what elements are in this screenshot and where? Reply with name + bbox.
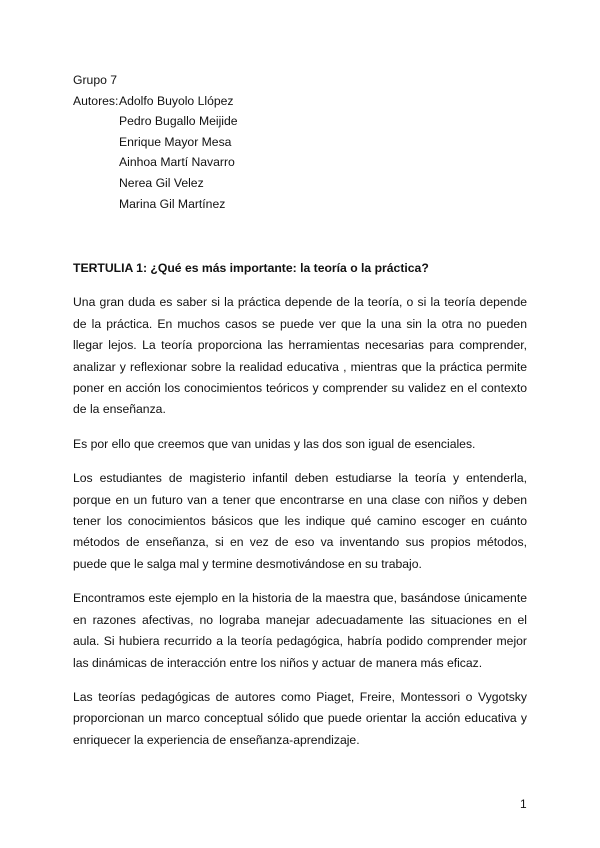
section-title: TERTULIA 1: ¿Qué es más importante: la teoría o la práctica? — [73, 261, 429, 275]
author-name: Pedro Bugallo Meijide — [119, 114, 238, 129]
author-name: Enrique Mayor Mesa — [119, 134, 232, 149]
paragraph: Los estudiantes de magisterio infantil deben estudiarse la teoría y entenderla, porque en un futuro van a tener que encontrarse en una clase con niños y deben tener los conocimientos básicos que les indique qué camino escoger en cuánto métodos de enseñanza, si en vez de eso va inventando sus propios métodos, puede que le salga mal y termine desmotivándose en su trabajo. — [73, 471, 527, 571]
document-body — [73, 258, 527, 764]
paragraph: Una gran duda es saber si la práctica depende de la teoría, o si la teoría depende de la práctica. En muchos casos se puede ver que la una sin la otra no pueden llegar lejos. La teoría proporciona las herramientas necesarias para comprender, analizar y reflexionar sobre la realidad educativa , mientras que la práctica permite poner en acción los conocimientos teóricos y comprender su validez en el contexto de la enseñanza. — [73, 295, 527, 417]
group-label: Grupo 7 — [73, 73, 118, 87]
author-name: Ainhoa Martí Navarro — [119, 155, 235, 170]
author-name: Marina Gil Martínez — [119, 196, 226, 211]
paragraph: Encontramos este ejemplo en la historia de la maestra que, basándose únicamente en razones afectivas, no lograba manejar adecuadamente las situaciones en el aula. Si hubiera recurrido a la teoría pedagógica, habría podido comprender mejor las dinámicas de interacción entre los niños y actuar de manera más eficaz. — [73, 591, 527, 670]
document-header — [73, 70, 238, 214]
author-name: Nerea Gil Velez — [119, 175, 204, 190]
authors-row — [73, 91, 238, 112]
page-number: 1 — [520, 797, 527, 811]
paragraph: Es por ello que creemos que van unidas y las dos son igual de esenciales. — [73, 436, 476, 451]
authors-label: Autores: — [73, 93, 119, 108]
author-name: Adolfo Buyolo Llópez — [119, 93, 234, 108]
paragraph: Las teorías pedagógicas de autores como Piaget, Freire, Montessori o Vygotsky proporcionan un marco conceptual sólido que puede orientar la acción educativa y enriquecer la experiencia de enseñanza-aprendizaje. — [73, 689, 527, 747]
